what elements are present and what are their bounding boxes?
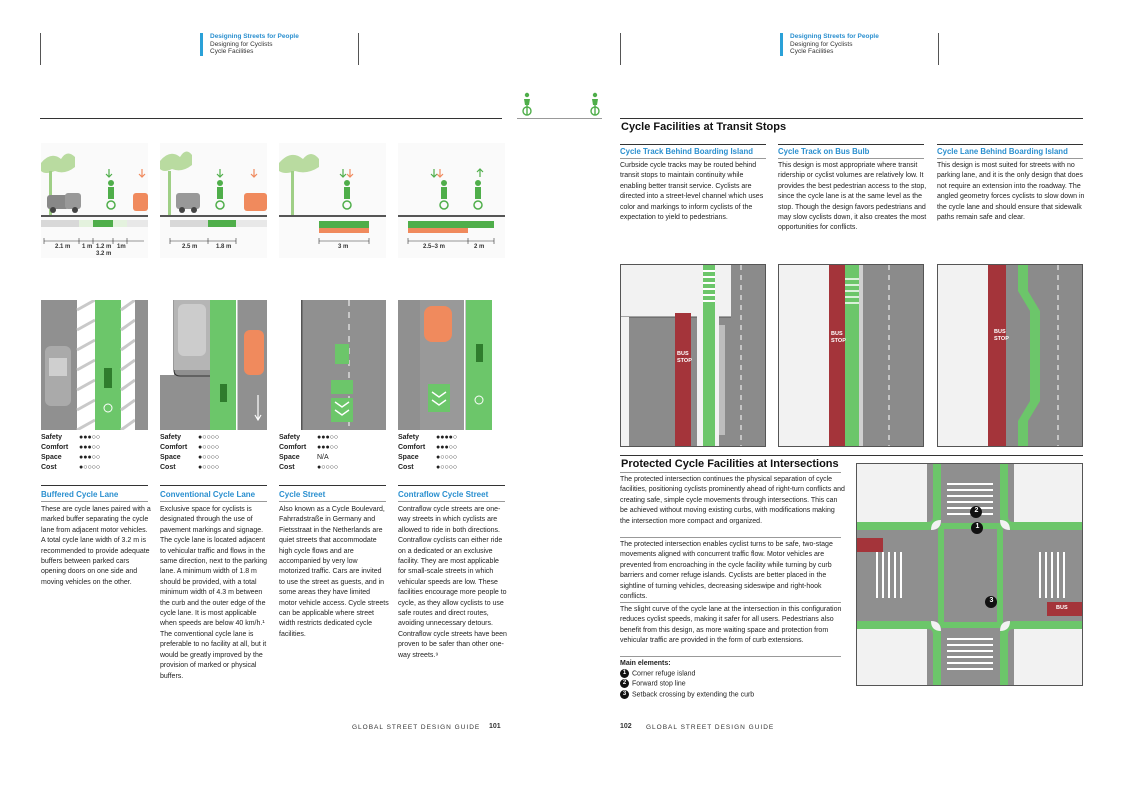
section-rule: [40, 118, 502, 119]
intersection-paragraph-3: The slight curve of the cycle lane at the intersection in this configuration reduces cyclist speeds, making it safer for all users. Pedestrians also benefit from this design, as more waiting space and protection from vehicular traffic are provided in the form of curb extensions.: [620, 606, 842, 645]
list-item-label: Forward stop line: [632, 680, 686, 688]
column-rule: [937, 144, 1083, 145]
list-item: [620, 669, 754, 679]
rating-dots: ●○○○○: [79, 464, 101, 471]
breadcrumb-level-2[interactable]: Designing for Cyclists: [210, 40, 273, 48]
bus-stop-label: BUS STOP: [831, 331, 846, 344]
rating-dots: ●●●○○: [436, 444, 458, 451]
column-text: Exclusive space for cyclists is designated through the use of pavement markings and signage. The cycle lane is located adjacent to vehicular traffic and flows in the same direction, next to the parking lane. A minimum width of 1.8 m should be provided, with a total minimum width of 4.3 m between the curb and the outer edge of the cycle lane. It is most applicable when speeds are below 40 km/h.¹ The conventional cycle lane is preferable to no facility at all, but it would be greatly improved by the provision of marked or physical buffers.: [160, 506, 268, 680]
footer-title: GLOBAL STREET DESIGN GUIDE: [352, 724, 481, 731]
dim-label: 3.2 m: [96, 251, 112, 257]
footer-title: GLOBAL STREET DESIGN GUIDE: [646, 724, 775, 731]
number-badge: 3: [620, 690, 629, 699]
crop-mark: [620, 33, 621, 65]
rating-label: Safety: [41, 434, 63, 441]
rating-dots: ●○○○○: [317, 464, 339, 471]
ratings: [160, 433, 219, 473]
plan-view-buffered: [41, 300, 148, 430]
intersection-diagram: [856, 463, 1083, 686]
number-badge: 2: [620, 679, 629, 688]
column-rule: [160, 501, 267, 502]
crop-mark: [938, 33, 939, 65]
column-title: Buffered Cycle Lane: [41, 490, 119, 499]
breadcrumb-level-3[interactable]: Cycle Facilities: [210, 48, 254, 56]
main-elements-title: Main elements:: [620, 660, 671, 667]
dim-label: 1 m: [82, 244, 93, 250]
rating-label: Cost: [398, 464, 414, 471]
dim-label: 1.8 m: [216, 244, 232, 250]
column-title: Cycle Lane Behind Boarding Island: [937, 147, 1068, 156]
dim-label: 1.2 m: [96, 244, 112, 250]
intersection-paragraph-1: The protected intersection continues the physical separation of cycle facilities, positioning cyclists prominently ahead of right-turn conflicts and creating safe, simple cycle movements through intersections. This can be achieved without moving existing curbs, with modifications making the intersection more compact and organized.: [620, 476, 845, 525]
section-rule: [620, 537, 841, 538]
column-rule: [279, 485, 386, 486]
page-number: 102: [620, 723, 632, 730]
section-title: Cycle Facilities at Transit Stops: [621, 121, 787, 133]
column-title: Conventional Cycle Lane: [160, 490, 256, 499]
diagram-number-badge: 1: [975, 523, 980, 530]
dim-label: 2.5–3 m: [423, 244, 446, 250]
breadcrumb-level-1[interactable]: Designing Streets for People: [790, 33, 879, 40]
rating-dots: ●○○○○: [198, 454, 220, 461]
rating-label: Comfort: [160, 444, 188, 451]
column-rule: [279, 501, 386, 502]
diagram-number-badge: 2: [974, 507, 979, 514]
dim-label: 3 m: [338, 244, 349, 250]
bus-lane-label: BUS: [1056, 605, 1068, 611]
rating-dots: ●○○○○: [198, 464, 220, 471]
column-text: Curbside cycle tracks may be routed behind transit stops to maintain continuity while enabling better transit service. Cyclists are directed into a street-level channel which uses color and markings to inform cyclists of the expectation to yield to pedestrians.: [620, 162, 764, 222]
section-rule: [620, 602, 841, 603]
rating-dots: ●○○○○: [198, 434, 220, 441]
rating-label: Cost: [279, 464, 295, 471]
column-title: Cycle Track on Bus Bulb: [778, 147, 870, 156]
rating-dots: ●●●○○: [317, 434, 339, 441]
crop-mark: [358, 33, 359, 65]
section-rule: [517, 118, 602, 119]
column-title: Contraflow Cycle Street: [398, 490, 489, 499]
column-rule: [778, 144, 924, 145]
cross-section-conventional: [160, 143, 267, 258]
rating-label: Space: [160, 454, 181, 461]
rating-label: Comfort: [41, 444, 69, 451]
section-title: Protected Cycle Facilities at Intersections: [621, 458, 839, 470]
number-badge: 1: [620, 669, 629, 678]
column-text: Also known as a Cycle Boulevard, Fahrradstraße in Germany and Fietsstraat in the Netherlands are quiet streets that accommodate high cycle flows and are accompanied by very low motorized traffic. Cars are invited to use the street as guests, and in some areas they have limited motor vehicle access. Cycle streets can be applicable where street width restricts dedicated cycle facilities.: [279, 506, 389, 638]
diagram-lane-behind-island: [937, 264, 1083, 447]
column-rule: [937, 158, 1083, 159]
plan-view-contraflow: [398, 300, 505, 430]
plan-view-conventional: [160, 300, 267, 430]
list-item: [620, 690, 754, 700]
cyclist-icon: [520, 92, 534, 116]
column-text: Contraflow cycle streets are one-way streets in which cyclists are allowed to ride in both directions. Contraflow cyclists can either ride on a dedicated or an exclusive facility. They are most applicable for small-scale streets in which vehicular speeds are low. These facilities encourage more people to cycle, as they allow cyclists to use safe routes and direct routes, avoiding unnecessary detours. Contraflow cycle streets have been proven to be safer than other one-way streets.⁹: [398, 506, 507, 659]
column-title: Cycle Track Behind Boarding Island: [620, 147, 754, 156]
breadcrumb-level-3[interactable]: Cycle Facilities: [790, 48, 834, 56]
list-item-label: Setback crossing by extending the curb: [632, 691, 755, 699]
rating-dots: ●○○○○: [436, 464, 458, 471]
column-rule: [620, 158, 766, 159]
list-item-label: Corner refuge island: [632, 670, 696, 678]
rating-dots: ●○○○○: [198, 444, 220, 451]
diagram-track-behind-island: [620, 264, 766, 447]
breadcrumb: [200, 33, 299, 56]
dim-label: 2.1 m: [55, 244, 71, 250]
rating-dots: ●●●●○: [436, 434, 458, 441]
crop-mark: [40, 33, 41, 65]
bus-stop-label: BUS STOP: [677, 351, 692, 364]
column-rule: [398, 501, 505, 502]
column-rule: [160, 485, 267, 486]
column-rule: [778, 158, 924, 159]
rating-dots: N/A: [317, 454, 329, 461]
cross-section-buffered: [41, 143, 148, 258]
breadcrumb-level-2[interactable]: Designing for Cyclists: [790, 40, 853, 48]
rating-label: Safety: [279, 434, 301, 441]
main-elements: [620, 659, 754, 700]
column-rule: [41, 501, 148, 502]
section-rule: [620, 656, 841, 657]
plan-view-cycle-street: [279, 300, 386, 430]
list-item: [620, 679, 754, 689]
dim-label: 2 m: [474, 244, 485, 250]
section-rule: [620, 455, 1083, 456]
intersection-paragraph-2: The protected intersection enables cyclist turns to be safe, two-stage movements aligned with concurrent traffic flow. Motor vehicles are prevented from encroaching in the cycle facility while turning by curb barriers and corner refuge islands. Cyclists are better placed in the sightline of turning vehicles, decreasing sideswipe and right-hook conflicts.: [620, 541, 833, 601]
column-text: These are cycle lanes paired with a marked buffer separating the cycle lane from adjacent motor vehicles. A total cycle lane width of 3.2 m is recommended to provide adequate buffers between parked cars opening doors on one side and moving vehicles on the other.: [41, 506, 151, 586]
cross-section-cycle-street: [279, 143, 386, 258]
column-rule: [41, 485, 148, 486]
page-number: 101: [489, 723, 501, 730]
cross-section-contraflow: [398, 143, 505, 258]
rating-dots: ●●●○○: [79, 454, 101, 461]
column-title: Cycle Street: [279, 490, 326, 499]
dim-label: 1m: [117, 244, 126, 250]
rating-label: Comfort: [398, 444, 426, 451]
column-text: This design is most appropriate where transit ridership or cyclist volumes are relatively low. It provides the best pedestrian access to the stop, since the cycle lane is at the same level as the stop. Though the design favors pedestrians and may slow cyclists down, it also creates the most opportunities for conflicts.: [778, 162, 927, 232]
dim-label: 2.5 m: [182, 244, 198, 250]
column-text: This design is most suited for streets with no parking lane, and it is the only design that does not require an extension into the roadway. The angled geometry forces cyclists to slow down in the cycle lane and should ensure that sidewalk paths remain safe and clear.: [937, 162, 1085, 222]
diagram-number-badge: 3: [989, 597, 994, 604]
section-rule: [620, 472, 841, 473]
ratings: [41, 433, 100, 473]
rating-dots: ●●●○○: [317, 444, 339, 451]
rating-dots: ●○○○○: [436, 454, 458, 461]
rating-dots: ●●●○○: [79, 444, 101, 451]
cyclist-icon: [588, 92, 602, 116]
diagram-track-on-bus-bulb: [778, 264, 924, 447]
rating-label: Space: [279, 454, 300, 461]
breadcrumb: [780, 33, 879, 56]
breadcrumb-level-1[interactable]: Designing Streets for People: [210, 33, 299, 40]
column-rule: [620, 144, 766, 145]
section-rule: [620, 118, 1083, 119]
ratings: [279, 433, 338, 473]
rating-label: Space: [41, 454, 62, 461]
rating-label: Comfort: [279, 444, 307, 451]
rating-label: Safety: [160, 434, 182, 441]
column-rule: [398, 485, 505, 486]
rating-label: Cost: [41, 464, 57, 471]
ratings: [398, 433, 457, 473]
rating-dots: ●●●○○: [79, 434, 101, 441]
rating-label: Space: [398, 454, 419, 461]
bus-stop-label: BUS STOP: [994, 329, 1009, 342]
rating-label: Cost: [160, 464, 176, 471]
rating-label: Safety: [398, 434, 420, 441]
